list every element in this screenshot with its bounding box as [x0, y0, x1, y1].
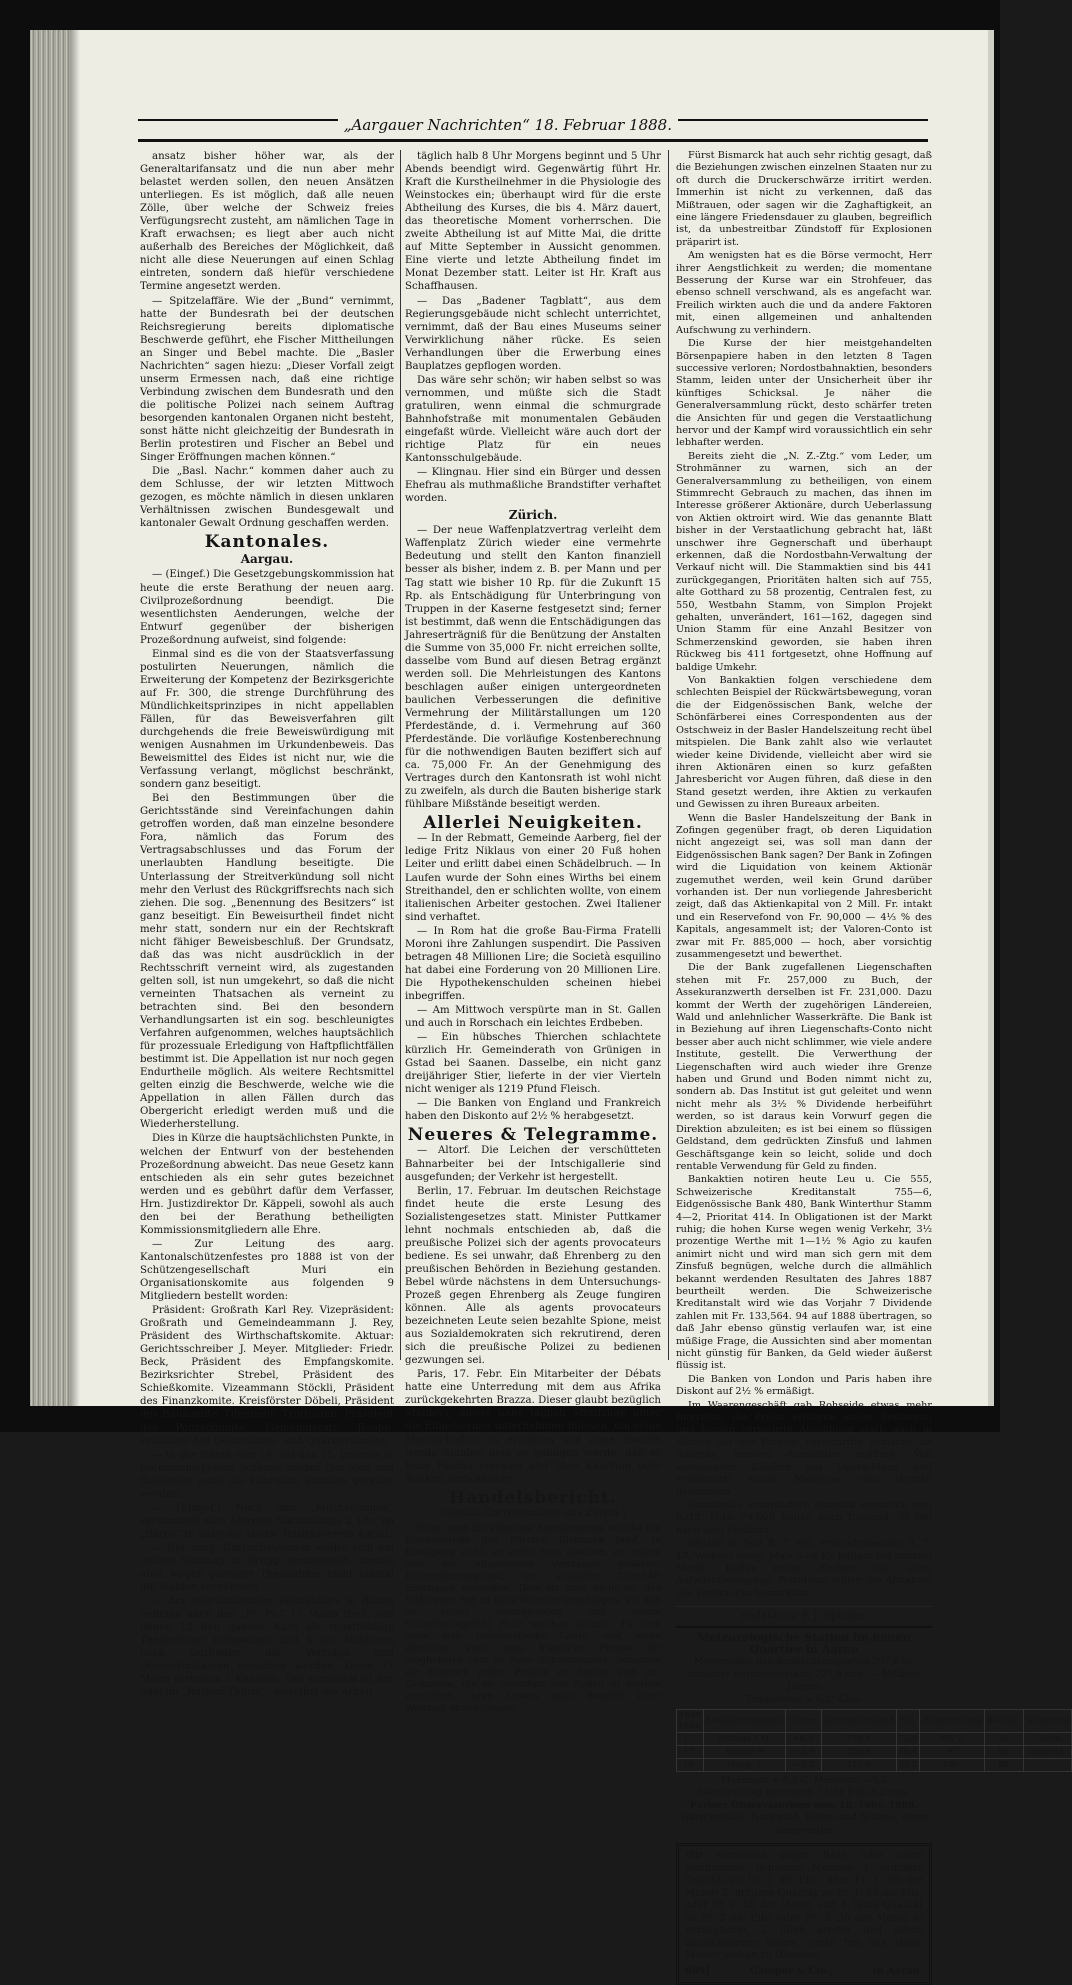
article-paragraph: Bereits zieht die „N. Z.-Ztg.“ vom Leder, um Strohmänner zu warnen, sich an der Generalversammlung zu betheiligen, von einem Stimmrecht Gebrauch zu machen, das ihnen im Interesse größerer Aktionäre, durch Ueberlassung von Aktien oktroirt wird. Wie das genannte Blatt bisher in der Verstaatlichung gebracht hat, läßt unschwer ihre Gegnerschaft und überhaupt erkennen, daß die Nordostbahn-Verwaltung der Verkauf nicht will. Die Stammaktien sind bis 441 zurückgegangen, Prioritäten halten sich auf 755, alte Gotthard zu 58 prozentig, Centralen fest, zu 550, Westbahn Stamm, von Simplon Projekt gehalten, unverändert, 161—162, dagegen sind Union Stamm für eine Anzahl Besitzer von Schmerzenskind geworden, sie haben ihren Rückweg bis 411 fortgesetzt, ohne Hoffnung auf baldige Umkehr. [676, 450, 932, 673]
article-paragraph: Dies in Kürze die hauptsächlichsten Punkte, in welchen der Entwurf von der bestehenden Prozeßordnung abweicht. Das neue Gesetz kann entschieden als ein sehr gutes bezeichnet werden und es gebührt dafür dem Verfasser, Hrn. Justizdirektor Dr. Käppeli, sowohl als auch den bei der Berathung betheiligten Kommissionsmitgliedern alle Ehre. [140, 1133, 394, 1236]
article-paragraph: — Spitzelaffäre. Wie der „Bund“ vernimmt, hatte der Bundesrath bei der deutschen Reichsregierung bereits diplomatische Beschwerde geführt, ehe Fischer Mittheilungen an Singer und Bebel machte. Die „Basler Nachrichten“ sagen hiezu: „Dieser Vorfall zeigt unserm Ermessen nach, daß eine richtige Verbindung zwischen dem Bundesrath und den die politische Polizei nach seinem Auftrag besorgenden kantonalen Organen nicht besteht, sonst hätte nicht gleichzeitig der Bundesrath in Berlin protestiren und Fischer an Bebel und Singer Eröffnungen machen können.“ [140, 295, 394, 464]
table-header-cell: Bewölk. [984, 1709, 1023, 1732]
table-header-cell: 1888 Febr. [677, 1709, 704, 1732]
column-3 [676, 150, 1070, 1977]
advertisement-text: Wir versenden gegen Baar, oder unter Nachnahme: Schwarze Merinos: 1. ordinäre Qualität zu Fr. 1 die Elle, oder Fr. 1. 65 der Meter; 2. mittlere Qualität zu Fr. 1. 50 die Elle, oder Fr. 2. 50 der Meter, und 3. feine Qualität zu Fr. 2 die Elle, oder Fr. 3. 30 der Meter, in vorzüglicher, 2 Ellen breiter und schön blauschwarzer Waare, porto frei in's Haus. Muster stehen zu Diensten. [685, 1850, 923, 1961]
table-header-cell: Witterung [1023, 1709, 1072, 1732]
article-paragraph: — In der Rebmatt, Gemeinde Aarberg, fiel der ledige Fritz Niklaus von einer 20 Fuß hohen Leiter und erlitt dabei einen Schädelbruch. — In Laufen wurde der Sohn eines Wirths bei einem Streithandel, den er schlichten wollte, von einem italienischen Arbeiter gestochen. Zwei Italiener sind verhaftet. [405, 833, 661, 923]
article-paragraph: — Am Mittwoch verspürte man in St. Gallen und auch in Rorschach ein leichtes Erdbeben. [405, 1005, 661, 1030]
section-heading: Kantonales. [204, 532, 330, 553]
article-paragraph: Einmal sind es die von der Staatsverfassung postulirten Neuerungen, nämlich die Erweiterung der Kompetenz der Bezirksgerichte auf Fr. 300, die strenge Durchführung des Mündlichkeitsprinzipes in nicht appellablen Fällen, für das Beweisverfahren gilt durchgehends die freie Beweiswürdigung mit wenigen Ausnahmen im Urkundenbeweis. Das Beweismittel des Eides ist nicht nur, wie die Verfassung verlangt, möglichst beschränkt, sondern ganz beseitigt. [140, 648, 394, 791]
sub-heading: Aargau. [240, 552, 294, 567]
advertisement-place: in Aarau. [872, 1965, 923, 1977]
article-paragraph: — Der aarg. Gartenbauverein wollte sich am letzten Sonntag in Brugg versammeln, konnte aber wegen geringer Theilnahme nicht einmal die Wahlen vornehmen. [140, 1542, 394, 1594]
article-paragraph: Paris, 17. Febr. Ein Mitarbeiter der Débats hatte eine Unterredung mit dem aus Afrika zurückgekehrten Brazza. Dieser glaubt bezüglich Stanleys, dieser habe täglich Streifzüge unter die Eingebornen unternehmen müssen, um seine Mannschaften zu ernähren und ohne Zweifel werde Stanley, dem es gelingen werde, daß er Emir Pascha erreiche und über Khartum oder Suakim zurückkehre. [405, 1369, 661, 1485]
article-paragraph: — Der neue Waffenplatzvertrag verleiht dem Waffenplatz Zürich wieder eine vermehrte Bedeutung und stellt den Kanton finanziell besser als bisher, indem z. B. per Mann und per Tag statt wie bisher 10 Rp. für die Zukunft 15 Rp. als Entschädigung für Unterbringung von Truppen in der Kaserne festgesetzt sind; ferner ist bestimmt, daß wenn die Entschädigungen das Jahreserträgniß für die Benützung der Anstalten die Summe von 35,000 Fr. nicht erreichen sollte, dasselbe vom Bund auf diesen Betrag ergänzt werden soll. Die Mehrleistungen des Kantons beschlagen außer einigen untergeordneten baulichen Verbesserungen die definitive Vermehrung der Militärstallungen um 120 Pferdestände, d. i. Vermehrung auf 360 Pferdestände. Die vorläufige Kostenberechnung für die nothwendigen Bauten beziffert sich auf ca. 75,000 Fr. An der Genehmigung des Vertrages durch den Kantonsrath ist wohl nicht zu zweifeln, als durch die Bauten bisherige stark fühlbare Mißstände beseitigt werden. [405, 525, 661, 811]
table-cell: W¹ [920, 1745, 984, 1758]
article-paragraph: — (Eingef.) Nach den „Mittheilungen“ versammelt sich Morgen Nachmittags 2 Uhr im „Bären“ in Suhr der landw. Bezirksverein Aarau. [140, 1502, 394, 1540]
article-paragraph: — Das „Badener Tagblatt“, aus dem Regierungsgebäude nicht schlecht unterrichtet, vernimmt, daß der Bau eines Museums seiner Verwirklichung näher rücke. Es seien Verhandlungen über die Erwerbung eines Bauplatzes gepflogen worden. [405, 295, 661, 372]
table-cell: 86 [984, 1745, 1023, 1758]
table-cell: 75,4 [896, 1745, 920, 1758]
table-cell: +0,4 [785, 1732, 821, 1745]
article-paragraph: — In der Nacht vom 14. auf den 15. brannte in Rottenschwyl eine Scheune nieder. Das Vieh und theilweise auch die Fahrhabe konnten gerettet werden. [140, 1449, 394, 1500]
column-divider [400, 150, 401, 1360]
table-cell: Abends 9 [703, 1745, 785, 1758]
book-spine [30, 30, 72, 1406]
weather-station-info: Meereshöhe des Beobachtungsortes 397,6 m. [693, 1656, 915, 1668]
article-paragraph: Das wäre sehr schön; wir haben selbst so was vernommen, und müßte sich die Stadt gratuliren, wenn einmal die schmurgrade Bahnhofstraße mit monumentalen Gebäuden eingefaßt würde. Vielleicht wäre auch dort der richtige Platz für ein neues Kantonsschulgebäude. [405, 374, 661, 465]
article-paragraph: — Die Banken von England und Frankreich haben den Diskonto auf 2½ % herabgesetzt. [405, 1098, 661, 1123]
weather-extremes: Maximum + 0,8 C. Minimum —5,2 [720, 1774, 888, 1786]
table-cell: 88 [984, 1758, 1023, 1771]
table-header-cell: Barometerstand [821, 1709, 896, 1732]
table-row [677, 1745, 1072, 1758]
article-paragraph: — Zur Leitung des aarg. Kantonalschützenfestes pro 1888 ist von der Schützengesellschaft Muri ein Organisationskomite aus folgenden 9 Mitgliedern bestellt worden: [140, 1238, 394, 1303]
article-paragraph: Berlin, 17. Februar. Im deutschen Reichstage findet heute die erste Lesung des Sozialistengesetzes statt. Minister Puttkamer lehnt nochmals entschieden ab, daß die preußische Polizei sich der agents provocateurs bediene. Es sei unwahr, daß Ehrenberg zu den preußischen Behörden in Beziehung gestanden. Bebel würde nächstens in dem Untersuchungs-Prozeß gegen Ehrenberg als Zeuge fungiren können. Alle als agents provocateurs bezeichneten Leute seien bezahlte Spione, meist aus Sozialdemokraten sich rekrutirend, deren sich die preußische Polizei zu bedienen gezwungen sei. [405, 1185, 661, 1367]
table-cell: 56 [984, 1732, 1023, 1745]
table-cell: SW₀ [920, 1758, 984, 1771]
article-paragraph: Wenn die Basler Handelszeitung der Bank in Zofingen gegenüber fragt, ob deren Liquidation nicht angezeigt sei, was soll man dann der Eidgenössischen Bank sagen? Der Bank in Zofingen wird die Liquidation von keinem Aktionär zugemuthet werden, weil kein Grund darüber vorhanden ist. Der nun vorliegende Jahresbericht zeigt, daß das Aktienkapital von 2 Mill. Fr. intakt und ein Reservefond von Fr. 90,000 — 4⅓ % des Kapitals, angesammelt ist; der Valoren-Conto ist zwar mit Fr. 885,000 — hoch, aber vorsichtig zusammengesetzt und bewerthet. [676, 812, 932, 960]
table-header-cell: Windrichtung [920, 1709, 984, 1732]
table-header-cell: Rel. [896, 1709, 920, 1732]
table-cell [1023, 1758, 1072, 1771]
article-paragraph: Bankaktien notiren heute Leu u. Cie 555, Schweizerische Kreditanstalt 755—6, Eidgenössische Bank 480, Bank Winterthur Stamm 4—2, Prioritat 414. In Obligationen ist der Markt ruhig; die hohen Kurse wegen wenig Verkehr, 3½ prozentige Werthe mit 1—1½ % Agio zu kaufen animirt nicht und wird man sich gern mit dem Zinsfuß begnügen, welche durch die allmählich bekannt werdenden Resultaten des Jahres 1887 beurtheilt werden. Die Schweizerische Kreditanstalt wird wie das Vorjahr 7 Dividende zahlen mit Fr. 133,564. 94 auf 1888 übertragen, so daß Jahr ebenso günstig verlaufen war, ist eine müßige Frage, die Aussichten sind aber momentan nicht günstig für Banken, da Geld wieder äußerst flüssig ist. [676, 1174, 932, 1372]
article-paragraph: Von Bankaktien folgen verschiedene dem schlechten Beispiel der Rückwärtsbewegung, voran die der Eidgenössischen Bank, welche der Schönfärberei eines Correspondenten aus der Ostschweiz in der Basler Handelszeitung recht übel mitspielen. Die Bank zahlt also wie verlautet wieder keine Dividende, vielleicht aber wird sie ihren Aktionären einen so kurz gefaßten Jahresbericht vor Augen führen, daß diese in den Stand gesetzt werden, ihre Aktien zu verkaufen und Gewissen zu ihren Bureaux arbeiten. [676, 675, 932, 811]
table-header-row [677, 1709, 1072, 1732]
article-paragraph: Im Waarengeschäft gab Rohseide etwas mehr Interesse, die Preise erfuhren einige Besserung und fanden vermehrte Abschlüsse statt; auch in Stoffen hat der Verkehr Fortschritte gemacht, da Amerika bessere Aussichten eröffnet. Von anwesenden Käufern aus Deutschland und Frankreich wurde Mehreres vom Vorrath genommen. [676, 1399, 932, 1498]
masthead-rule-bottom [138, 139, 928, 142]
advertisement-number: 609] [685, 1965, 711, 1977]
advertisement-signature [685, 1966, 923, 1979]
article-paragraph: — Altorf. Die Leichen der verschütteten Bahnarbeiter bei der Intschigallerie sind ausgefunden; der Verkehr ist hergestellt. [405, 1145, 661, 1183]
section-heading: Neueres & Telegramme. [407, 1125, 659, 1146]
article-paragraph: Die Kurse der hier meistgehandelten Börsenpapiere haben in den letzten 8 Tagen successive verloren; Nordostbahnaktien, besonders Stamm, leiden unter der Unsicherheit über ihr künftiges Schicksal. Je näher die Generalversammlung rückt, desto schärfer treten die Ansichten für und gegen die Verstaatlichung hervor und der Kampf wird voraussichtlich ein sehr lebhafter werden. [676, 338, 932, 449]
table-cell: —2,0 [785, 1745, 821, 1758]
table-cell: 1.Schn. [1023, 1732, 1072, 1745]
table-row [677, 1732, 1072, 1745]
table-cell: 18. [677, 1758, 704, 1771]
masthead [138, 113, 928, 141]
table-cell: Morg. 7 [703, 1758, 785, 1771]
sub-heading: Zürich. [508, 508, 558, 523]
article-paragraph: — In Rom hat die große Bau-Firma Fratelli Moroni ihre Zahlungen suspendirt. Die Passiven betragen 48 Millionen Lire; die Società esquilino hat dabei eine Forderung von 20 Millionen Lire. Die Hypothekenschulden scheinen hiebei inbegriffen. [405, 925, 661, 1002]
column-2 [405, 150, 661, 1714]
table-header-cell: Beobachtungszeit [703, 1709, 785, 1732]
table-cell: Mittags 1 U. [703, 1732, 785, 1745]
article-paragraph: Fürst Bismarck hat auch sehr richtig gesagt, daß die Beziehungen zwischen einzelnen Staaten nur zu oft durch die Druckerschwärze irritirt werden. Immerhin ist nicht zu verkennen, daß das Mißtrauen, oder sagen wir die Zaghaftigkeit, an eine längere Friedensdauer zu glauben, begreiflich ist, da unbestreitbar Zündstoff für Explosionen präparirt ist. [676, 150, 932, 248]
article-paragraph: — (Eingef.) Die Gesetzgebungskommission hat heute die erste Berathung der neuen aarg. Civilprozeßordnung beendigt. Die wesentlichsten Aenderungen, welche der Entwurf gegenüber der bisherigen Prozeßordnung aufweist, sind folgende: [140, 569, 394, 646]
advertisement-box [676, 1843, 932, 1985]
advertisement-firm: Gamper & Cie., [749, 1965, 834, 1977]
weather-precipitation: Niederschlag gemessen 7 Uhr früh 4,2 mm. [698, 1787, 910, 1799]
table-cell: 17. [677, 1745, 704, 1758]
column-1 [140, 150, 394, 1699]
masthead-title: „Aargauer Nachrichten“ 18. Februar 1888. [338, 116, 678, 134]
article-paragraph: — Klingnau. Hier sind ein Bürger und dessen Ehefrau als muthmaßliche Brandstifter verhaftet worden. [405, 467, 661, 505]
article-paragraph: täglich halb 8 Uhr Morgens beginnt und 5 Uhr Abends beendigt wird. Gegenwärtig führt Hr. Kraft die Kurstheilnehmer in die Physiologie des Weinstockes ein; überhaupt wird für die erste Abtheilung des Kurses, die bis 4. März dauert, das theoretische Moment vorherrschen. Die zweite Abtheilung ist auf Mitte Mai, die dritte auf Mitte September in Aussicht genommen. Eine vierte und letzte Abtheilung findet im Monat Dezember statt. Leiter ist Hr. Kraft aus Schaffhausen. [405, 151, 661, 293]
article-paragraph: Am wenigsten hat es die Börse vermocht, Herr ihrer Aengstlichkeit zu werden; die momentane Besserung der Kurse war ein Strohfeuer, das ebenso schnell verschwand, als es angefacht war. Freilich wirkten auch die und da andere Faktoren mit, einen allgemeinen und anhaltenden Aufschwung zu verhindern. [676, 250, 932, 336]
section-heading: Allerlei Neuigkeiten. [423, 813, 643, 834]
table-cell: bedeckt. [1023, 1745, 1072, 1758]
article-paragraph: Bei den Bestimmungen über die Gerichtsstände sind Vereinfachungen dahin getroffen worden, daß man einzelne besondere Fora, nämlich das Forum des Vertragsabschlusses und das Forum der unerlaubten Handlung beseitigte. Die Unterlassung der Streitverkündung soll nicht mehr den Verlust des Rückgriffsrechts nach sich ziehen. Die sog. „Benennung des Besitzers“ ist ganz beseitigt. Ein Beweisurtheil findet nicht mehr statt, sondern nur ein der Rechtskraft nicht fähiger Beweisbeschluß. Der Grundsatz, daß das was nicht ausdrücklich in der Rechtsschrift verneint wird, als zugestanden gelten soll, ist nun umgekehrt, so daß die nicht verneinten Thatsachen als verneint zu betrachten sind. Bei den besondern Verhandlungsarten ist ein sog. beschleunigtes Verfahren aufgenommen, welches hauptsächlich für prozessuale Erledigung von Haftpflichtfällen bestimmt ist. Die Appellation ist nur noch gegen Endurtheile möglich. Als weitere Rechtsmittel gelten einzig die Beschwerde, welche wie die Appellation in allen Fällen durch das Obergericht erledigt werden muß und die Wiederherstellung. [140, 793, 394, 1131]
editor-credit: Redaktion: F. J. Spühler. [676, 1606, 932, 1627]
article-paragraph: Präsident: Großrath Karl Rey. Vizepräsident: Großrath und Gemeindeammann J. Rey, Präsident des Wirthschaftskomite. Aktuar: Gerichtsschreiber J. Meyer. Mitglieder: Friedr. Beck, Präsident des Empfangskomite. Bezirksrichter Strebel, Präsident des Schießkomite. Vizeammann Stöckli, Präsident des Finanzkomite. Kreisförster Döbeli, Präsident des Baukomite. Oberlieut. Trottmann, Präsident des Polizeikomite. Gemeinderath Ruepp, Präsident des Dekorations- und Quartierkomite. [140, 1305, 394, 1447]
column-divider [668, 150, 669, 1360]
table-cell: NW¹/₂ [920, 1732, 984, 1745]
article-paragraph: Die „Basl. Nachr.“ kommen daher auch zu dem Schlusse, der wir letzten Mittwoch gezogen, es möchte nämlich in diesen unklaren Verhältnissen zwischen Bundesgewalt und kantonaler Gewalt Ordnung geschaffen werden. [140, 466, 394, 530]
weather-station-title: Meteorologische Station im neuen Quartier in Aarau [697, 1630, 911, 1656]
table-cell: 75,4 [896, 1732, 920, 1745]
article-paragraph: — Ein hübsches Thierchen schlachtete kürzlich Hr. Gemeinderath von Grünigen in Gstad bei Saanen. Dasselbe, ein nicht ganz dreijähriger Stier, lieferte in der vier Vierteln nicht weniger als 1219 Pfund Fleisch. [405, 1032, 661, 1096]
article-paragraph: Baumwolle unverändert; Amerika versandte vom 6./13. Febr. 74,000 Ballen nach England, 38,000 nach dem Festland. [676, 1499, 932, 1536]
observatory-forecast: Warscheinlich Nordwind, Regen und Schnee, einen Temperatur. [680, 1812, 928, 1836]
table-row [677, 1758, 1072, 1771]
article-paragraph: Die der Bank zugefallenen Liegenschaften stehen mit Fr. 257,000 zu Buch, der Assekuranzwerth derselben ist Fr. 231,000. Dazu kommt der Werth der zugehörigen Ländereien, Wald und anlehnlicher Wasserkräfte. Die Bank ist in Beziehung auf ihren Liegenschafts-Conto nicht besser aber auch nicht schlimmer, wie viele andere Institute, gestellt. Die Verwerthung der Liegenschaften wird auch wieder ihre Grenze haben und Grund und Boden nimmt nicht zu, sondern ab. Das Institut ist gut geleitet und wenn nicht mehr als 3½ % Dividende herbeiführt werden, so ist daraus kein Vorwurf gegen die Direktion abzuleiten; es ist bei einem so flüssigen Geldstand, dem gedrückten Zinsfuß und lahmen Geschäftsgange kein so leicht, solide und doch rentable Verwendung für Geld zu finden. [676, 962, 932, 1172]
table-cell: 75,2 [896, 1758, 920, 1771]
table-cell: 17. [677, 1732, 704, 1745]
table-cell: —5,2 [785, 1758, 821, 1771]
table-cell: 720,6 [821, 1745, 896, 1758]
section-heading: Handelsbericht. [449, 1487, 617, 1508]
article-paragraph: ansatz bisher höher war, als der Generaltarifansatz und die nun aber mehr belastet werden sollen, den neuen Ansätzen unterliegen. Es ist möglich, daß alle neuen Zölle, über welche der Schweiz freies Verfügungsrecht zusteht, am nämlichen Tage in Kraft erwachsen; es liegt aber auch nicht außerhalb des Bereiches der Möglichkeit, daß nicht alle diese Neuerungen auf einen Schlag eintreten, sondern daß hiefür verschiedene Termine angesetzt werden. [140, 151, 394, 293]
weather-station-info: Temperatur + 8,2° Cels. [745, 1693, 863, 1705]
table-header-cell: Therm. [785, 1709, 821, 1732]
gutter-shadow [70, 30, 80, 1406]
observatory-title: Pariser Observatorium vom 18. Febr. 1888. [689, 1799, 919, 1811]
article-paragraph: Die Banken von London und Paris haben ihre Diskont auf 2½ % ermäßigt. [676, 1373, 932, 1398]
weather-station-info: mittlerer Barometerstand 727,8 mm. — Mittlere Jahres- [687, 1668, 921, 1693]
table-cell: 719,4 [821, 1732, 896, 1745]
table-cell: 717,9 [821, 1758, 896, 1771]
article-paragraph: Wenn man die allseitige Anerkennung, welche die Friedensrede des Fürsten Bismarck fand, in Erwägung zieht, so sollte man glauben, es müsse sich ein allgemeines Vertrauen größerer Unternehmungslust, ein lebhaftes Geschäft überhaupt einstellen. Dem ist aber nicht so, das Mißtrauen hat zu tiefe Wurzeln geschlagen, als daß es sofort verschwinden und einem Sicherheitsgefühl Platz machen könnte. Es sind eben sehr pessimistische Leute, und wenn dieselben auch eine friedliche Phrase für möglichstes thut in ihrer Schwarzkunst, benutzen sie dennoch jeden Punkte zu finden und mit Gedanken, die sie zwischen den Zeilen zu wittern verstehen, ihren Lesern hohe Begriffe ihrer Weisheit abzunöthigen. [405, 1522, 661, 1714]
weather-table [676, 1709, 1072, 1772]
article-paragraph: — Am interkantonalen Rebbaukurs in Baden nehmen nach der „Fr. Pr.“ 17 Mann theil, von denen 12 den ganzen Kurs als regelmäßige Theilnehmer mitmachen und 5 als Auditoren nach Gutfinden die Vorträge und Demonstrationen besuchen werden. Diese 17 Mann vertreten 5 Kantone. Das Kurslokal ist der Saal im „Rothen Thurm“, woselbst die Arbeit [140, 1596, 394, 1699]
article-paragraph: Weizen in Pest fl. 7. 6½, Frühjahrsweizen fl. 7. 17. Verkehr ruhig. Mais 5—6 Kr. billiger bei mattem Markt. Kaffee ruhig. Zucker fest, ohne Aufwärtsbewegung. Petroleum stiller; die Abnahme des Verbrauchs bemerkbar. [676, 1538, 932, 1599]
sub-heading: (Spezial-Correspondenz aus Zürich.) [440, 1507, 626, 1519]
